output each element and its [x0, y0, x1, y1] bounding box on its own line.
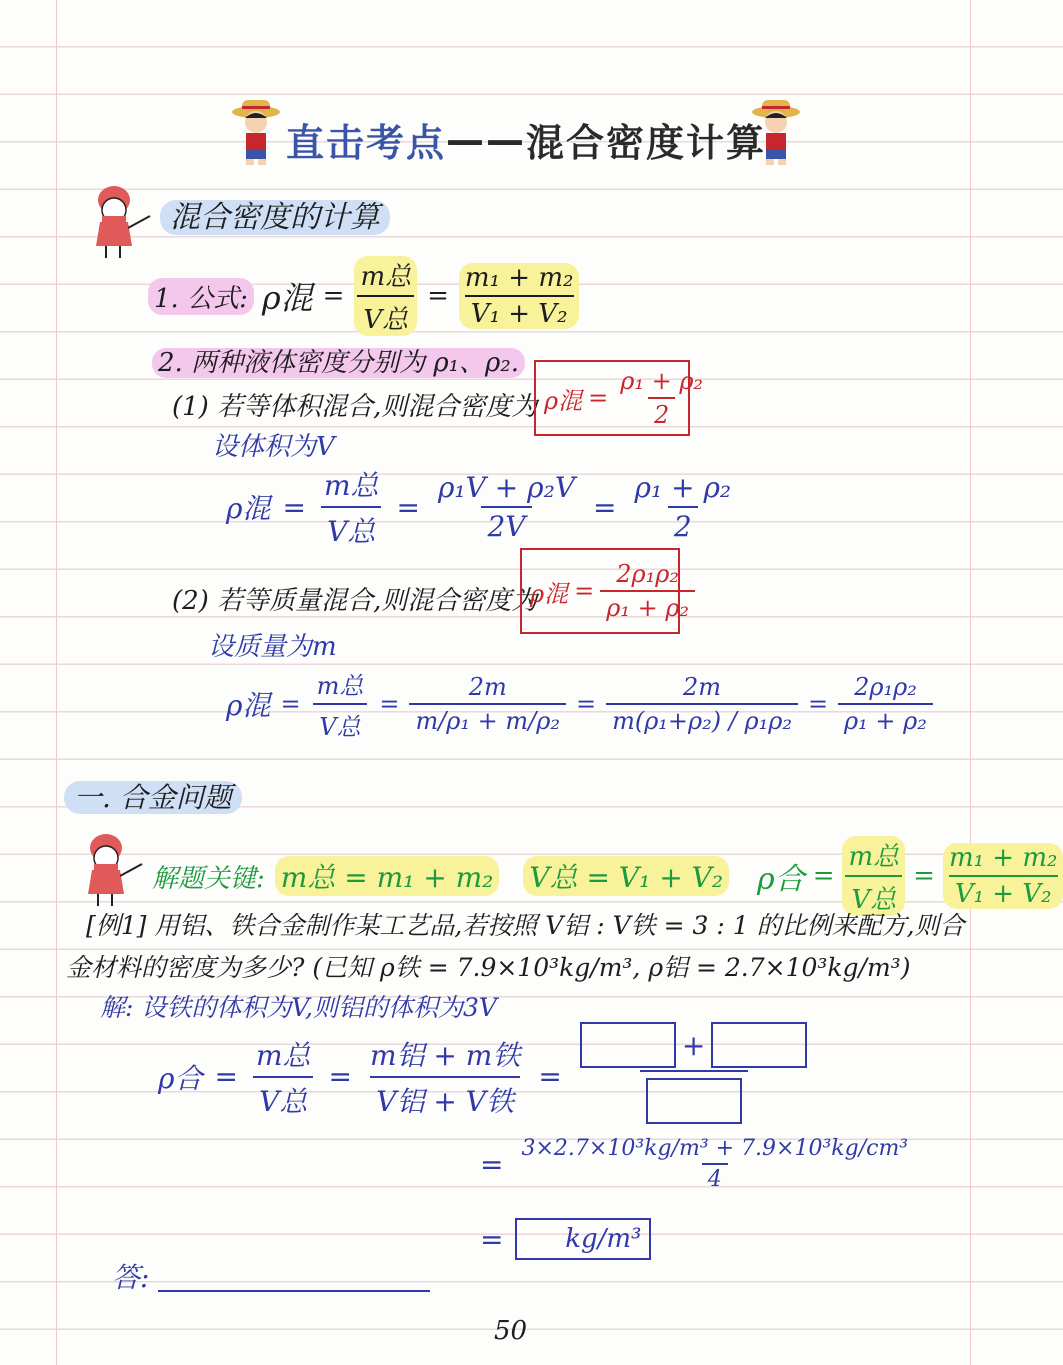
answer-blank-line[interactable]	[158, 1290, 430, 1292]
rho-mix-symbol: ρ混	[261, 279, 313, 317]
section1-heading: 混合密度的计算	[160, 192, 390, 236]
blank-box-3[interactable]	[646, 1078, 742, 1124]
case2-result-box: ρ混 = $\frac{\text{2ρ₁ρ₂}}{\text{ρ₁ + ρ₂}}$	[520, 548, 680, 634]
key-v: V总 = V₁ + V₂	[523, 856, 729, 896]
example-line1: [例1] 用铝、铁合金制作某工艺品,若按照 V铝 : V铁 = 3 : 1 的比例来配方,则合	[86, 911, 965, 940]
section2-heading: 一. 合金问题	[64, 776, 242, 816]
formula-frac-total: $\frac{\text{m总}}{\text{V总}}$	[354, 256, 417, 336]
girl-pointer-icon	[88, 182, 152, 262]
formula-row: 1. 公式: ρ混 = $\frac{\text{m总}}{\text{V总}}$ = $\frac{\text{m₁ + m₂}}{\text{V₁ + V₂}}$	[148, 256, 579, 336]
header-dash: ——	[446, 117, 527, 162]
case1-result-box: ρ混 = $\frac{\text{ρ₁ + ρ₂}}{2}$	[534, 360, 690, 436]
page-header	[286, 112, 766, 167]
formula-label: 1. 公式:	[148, 278, 254, 315]
blank-box-1[interactable]	[580, 1022, 676, 1068]
example-line2: 金材料的密度为多少? (已知 ρ铁 = 7.9×10³kg/m³, ρ铝 = 2.7×10³kg/m³)	[66, 953, 911, 982]
case1-text: (1) 若等体积混合,则混合密度为	[172, 392, 538, 422]
luffy-left-icon	[228, 96, 284, 168]
girl-pointer-icon-2	[80, 830, 144, 910]
page-number: 50	[494, 1316, 528, 1346]
case2-derivation: ρ混 = $\frac{\text{m总}}{\text{V总}}$ = $\frac{2m}{\text{m/ρ₁ + m/ρ₂}}$ = $\frac{2m}{\text{m(ρ₁+ρ₂) / ρ₁ρ₂}}$ = $\frac{\text{2ρ₁ρ₂}}{\text{ρ₁ + ρ₂}}$	[226, 666, 933, 742]
case2-text: (2) 若等质量混合,则混合密度为	[172, 586, 538, 616]
answer-label: 答:	[112, 1261, 150, 1294]
luffy-right-icon	[748, 96, 804, 168]
answer-value-box[interactable]: kg/m³	[515, 1218, 651, 1260]
key-label: 解题关键:	[152, 863, 265, 894]
case1-derivation: ρ混 = $\frac{\text{m总}}{\text{V总}}$ = $\frac{\text{ρ₁V + ρ₂V}}{2V}$ = $\frac{\text{ρ₁ + ρ₂}}{2}$	[226, 469, 732, 548]
key-m: m总 = m₁ + m₂	[275, 856, 500, 896]
header-title-part2: 混合密度计算	[526, 121, 767, 165]
solution-derivation: ρ合 = $\frac{\text{m总}}{\text{V总}}$ = $\frac{\text{m铝 + m铁}}{\text{V铝 + V铁}}$ = +	[158, 1022, 813, 1131]
solution-step2: = $\frac{\text{3×2.7×10³kg/m³ + 7.9×10³kg/cm³}}{4}$	[480, 1136, 909, 1192]
margin-line-right	[970, 0, 971, 1365]
item2-text: 2. 两种液体密度分别为 ρ₁、ρ₂.	[152, 342, 525, 379]
header-title-part1: 直击考点	[286, 121, 447, 165]
solution-line: 解: 设铁的体积为V,则铝的体积为3V	[100, 993, 497, 1022]
key-row: 解题关键: m总 = m₁ + m₂ V总 = V₁ + V₂ ρ合 = $\frac{\text{m总}}{\text{V总}}$ = $\frac{\text{m₁ + m₂}}{\text{V₁ + V₂}}$	[152, 836, 1063, 916]
margin-line-left	[56, 0, 57, 1365]
case1-set: 设体积为V	[212, 432, 335, 462]
solution-step3: = kg/m³	[480, 1218, 651, 1260]
case2-set: 设质量为m	[208, 632, 337, 662]
formula-frac-sum: $\frac{\text{m₁ + m₂}}{\text{V₁ + V₂}}$	[459, 263, 579, 329]
blank-box-2[interactable]	[711, 1022, 807, 1068]
